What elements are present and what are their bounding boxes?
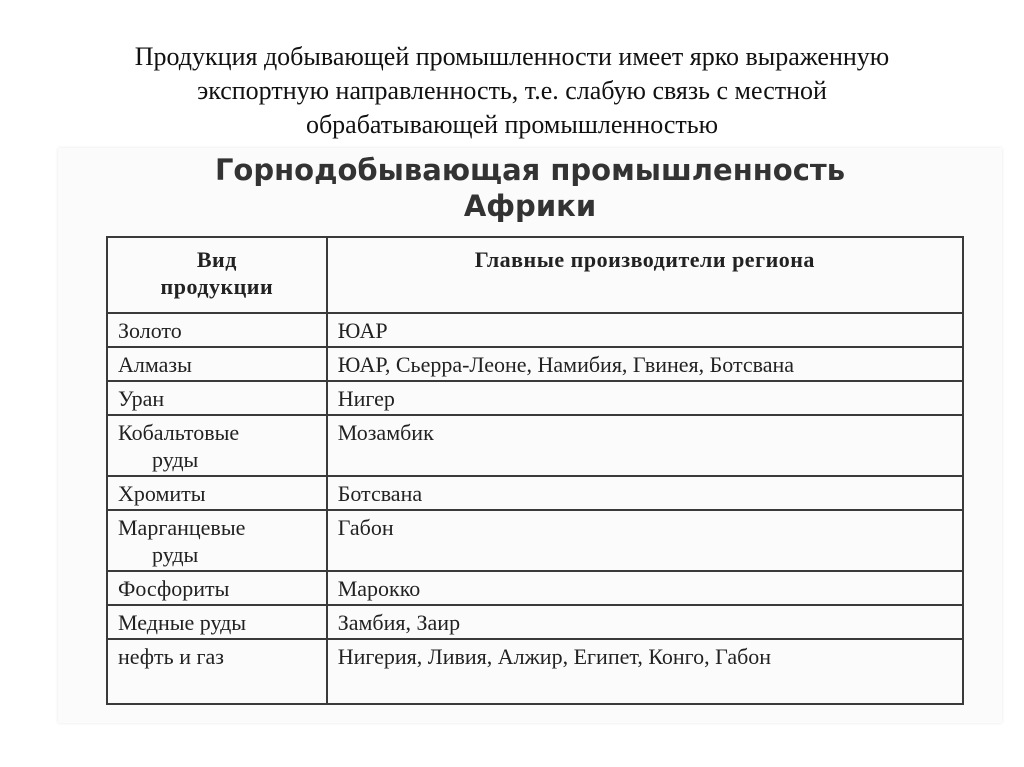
product-type-text: Алмазы xyxy=(118,352,192,377)
cell-producers: Нигер xyxy=(327,381,963,415)
slide-caption xyxy=(40,40,984,142)
cell-producers: Габон xyxy=(327,510,963,571)
table-row xyxy=(107,639,963,704)
product-type-text: Марганцевые xyxy=(118,515,246,540)
cell-product-type xyxy=(107,347,327,381)
header-text: продукции xyxy=(160,274,274,299)
header-product-type xyxy=(107,237,327,313)
product-type-text: нефть и газ xyxy=(118,644,224,669)
cell-producers: Нигерия, Ливия, Алжир, Египет, Конго, Габон xyxy=(327,639,963,704)
cell-producers: Мозамбик xyxy=(327,415,963,476)
table-title-line: Горнодобывающая промышленность xyxy=(214,153,846,187)
product-type-text: Фосфориты xyxy=(118,576,230,601)
product-type-text: руды xyxy=(152,447,199,472)
cell-producers: Ботсвана xyxy=(327,476,963,510)
caption-line: обрабатывающей промышленностью xyxy=(305,110,719,139)
cell-product-type xyxy=(107,415,327,476)
cell-product-type xyxy=(107,639,327,704)
table-row xyxy=(107,347,963,381)
caption-line: Продукция добывающей промышленности имеет ярко выраженную xyxy=(134,42,890,71)
table-title-line: Африки xyxy=(463,189,597,223)
cell-product-type xyxy=(107,476,327,510)
table-row xyxy=(107,381,963,415)
cell-product-type xyxy=(107,510,327,571)
header-text: Вид xyxy=(196,247,237,272)
table-row xyxy=(107,510,963,571)
cell-producers: Замбия, Заир xyxy=(327,605,963,639)
cell-producers: ЮАР xyxy=(327,313,963,347)
cell-product-type xyxy=(107,313,327,347)
product-type-text: Золото xyxy=(118,318,182,343)
header-main-producers: Главные производители региона xyxy=(327,237,963,313)
table-row xyxy=(107,605,963,639)
table-row xyxy=(107,313,963,347)
cell-producers: Марокко xyxy=(327,571,963,605)
caption-line: экспортную направленность, т.е. слабую связь с местной xyxy=(197,76,827,105)
table-row xyxy=(107,571,963,605)
product-type-text: Хромиты xyxy=(118,481,206,506)
table-row xyxy=(107,415,963,476)
product-type-text: руды xyxy=(152,542,199,567)
table-row xyxy=(107,476,963,510)
table-header-row xyxy=(107,237,963,313)
mining-production-table xyxy=(106,236,964,705)
product-type-text: Кобальтовые xyxy=(118,420,240,445)
scanned-table-image xyxy=(58,148,1002,723)
product-type-text: Медные руды xyxy=(118,610,247,635)
cell-product-type xyxy=(107,605,327,639)
cell-producers: ЮАР, Сьерра-Леоне, Намибия, Гвинея, Ботсвана xyxy=(327,347,963,381)
table-title xyxy=(58,152,1002,224)
cell-product-type xyxy=(107,381,327,415)
cell-product-type xyxy=(107,571,327,605)
table-body xyxy=(107,313,963,704)
product-type-text: Уран xyxy=(118,386,165,411)
